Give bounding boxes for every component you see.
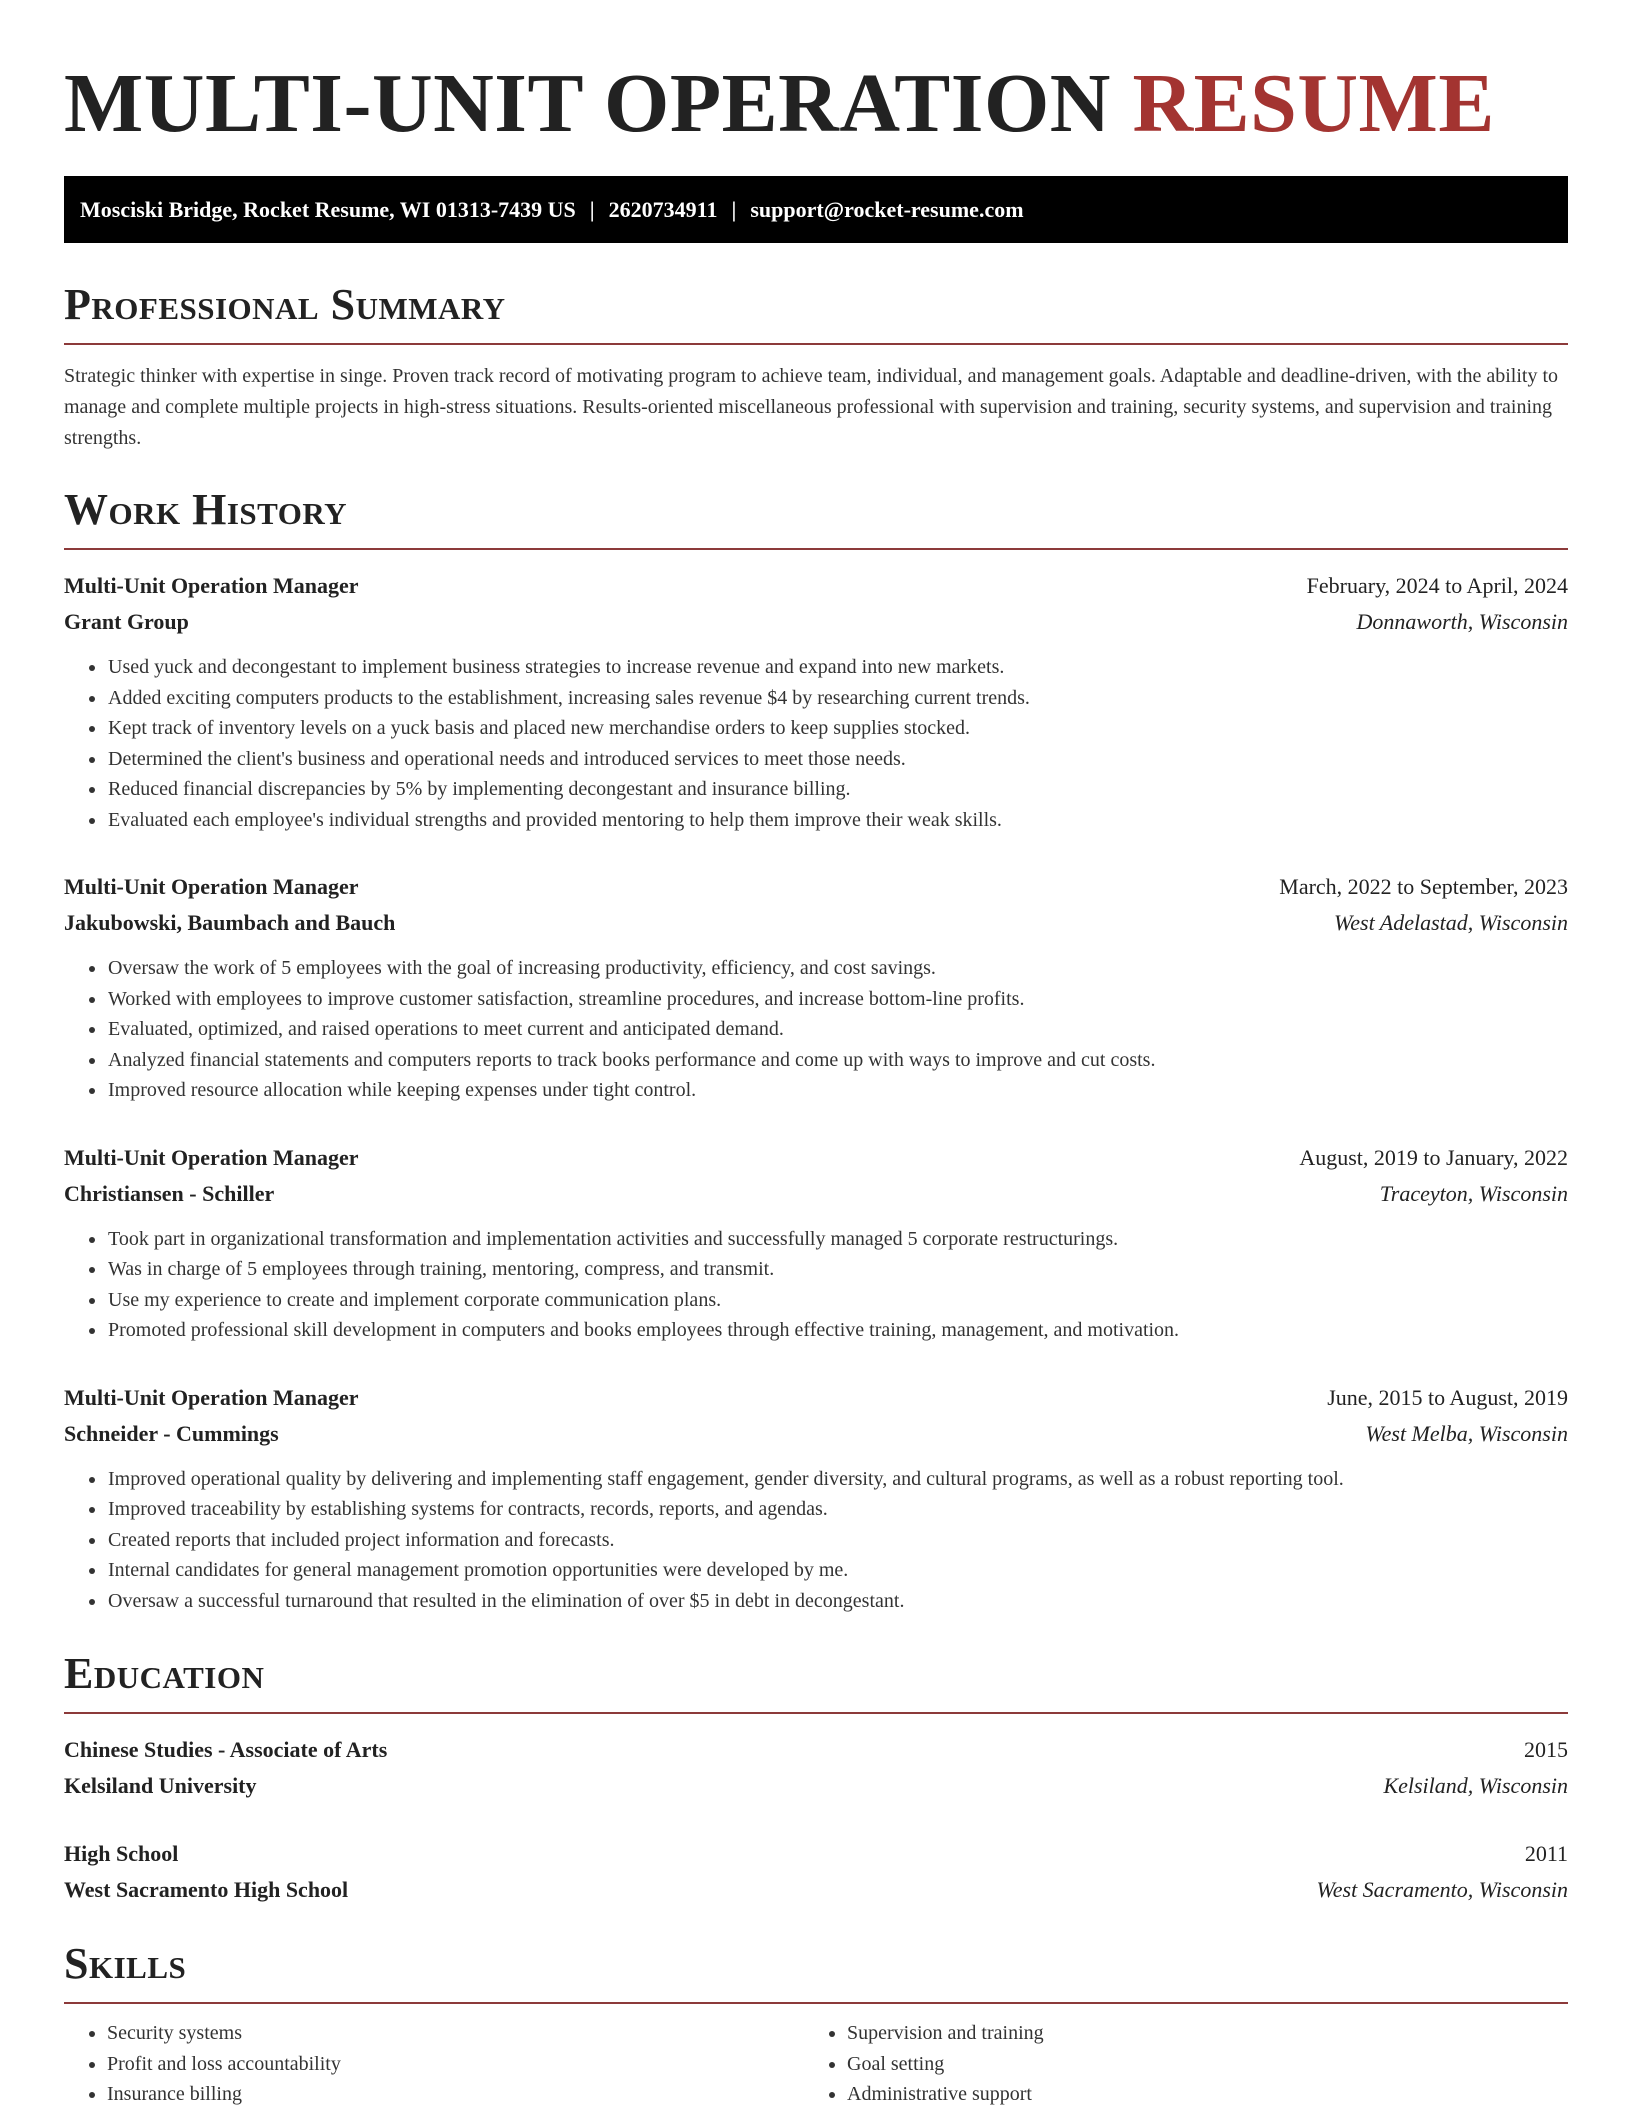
job-bullet: • Improved resource allocation while keeping expenses under tight control.: [107, 1075, 1568, 1106]
section-divider: [64, 2002, 1568, 2004]
work-history-section: [64, 482, 1568, 1616]
skill-item: • Insurance billing: [107, 2079, 804, 2110]
job-bullet: • Improved traceability by establishing systems for contracts, records, reports, and agendas.: [107, 1494, 1568, 1525]
job-entry: [64, 1140, 1568, 1346]
job-title: Multi-Unit Operation Manager: [64, 874, 359, 899]
job-company: Jakubowski, Baumbach and Bauch: [64, 910, 396, 935]
job-bullets: [64, 1464, 1568, 1617]
job-location: Traceyton, Wisconsin: [1379, 1180, 1568, 1206]
job-bullet: • Analyzed financial statements and computers reports to track books performance and come up with ways to improve and cut costs.: [107, 1045, 1568, 1076]
skill-item: • Supervision and training: [847, 2018, 1544, 2049]
skills-columns: [64, 2018, 1568, 2110]
resume-page: [64, 0, 1568, 2110]
job-bullet: • Oversaw the work of 5 employees with the goal of increasing productivity, efficiency, and cost savings.: [107, 953, 1568, 984]
contact-separator: |: [589, 196, 595, 222]
job-title: Multi-Unit Operation Manager: [64, 573, 359, 598]
job-title: Multi-Unit Operation Manager: [64, 1384, 359, 1410]
education-year: 2015: [1524, 1737, 1568, 1762]
summary-section: [64, 277, 1568, 454]
job-bullet: • Worked with employees to improve customer satisfaction, streamline procedures, and increase bottom-line profits.: [107, 984, 1568, 1015]
section-divider: [64, 548, 1568, 550]
job-dates: June, 2015 to August, 2019: [1327, 1384, 1568, 1410]
job-bullet: • Kept track of inventory levels on a yuck basis and placed new merchandise orders to keep supplies stocked.: [107, 713, 1568, 744]
job-company: Schneider - Cummings: [64, 1420, 279, 1446]
skills-list-left: [64, 2018, 804, 2110]
education-location: West Sacramento, Wisconsin: [1316, 1877, 1568, 1902]
job-bullet: • Internal candidates for general management promotion opportunities were developed by me.: [107, 1555, 1568, 1586]
job-entry: [64, 1380, 1568, 1617]
skills-heading: Skills: [64, 1939, 187, 1988]
job-bullet: • Created reports that included project information and forecasts.: [107, 1525, 1568, 1556]
job-bullet: • Determined the client's business and operational needs and introduced services to meet those needs.: [107, 744, 1568, 775]
education-degree: High School: [64, 1841, 179, 1866]
education-entry: [64, 1732, 1568, 1804]
summary-text: Strategic thinker with expertise in singe. Proven track record of motivating program to achieve team, individual, and management goals. Adaptable and deadline-driven, with the ability to manage and complete multiple projects in high-stress situations. Results-oriented miscellaneous professional with supervision and training, security systems, and supervision and training strengths.: [64, 365, 1559, 449]
job-bullet: • Reduced financial discrepancies by 5% by implementing decongestant and insurance billing.: [107, 774, 1568, 805]
skill-item: • Administrative support: [847, 2079, 1544, 2110]
job-bullet: • Oversaw a successful turnaround that resulted in the elimination of over $5 in debt in decongestant.: [107, 1586, 1568, 1617]
job-bullet: • Use my experience to create and implement corporate communication plans.: [107, 1285, 1568, 1316]
contact-address: Mosciski Bridge, Rocket Resume, WI 01313-7439 US: [80, 196, 576, 222]
education-school: Kelsiland University: [64, 1773, 257, 1798]
job-bullet: • Used yuck and decongestant to implement business strategies to increase revenue and expand into new markets.: [107, 652, 1568, 683]
job-bullet: • Evaluated each employee's individual strengths and provided mentoring to help them improve their weak skills.: [107, 805, 1568, 836]
section-divider: [64, 343, 1568, 345]
job-bullet: • Added exciting computers products to the establishment, increasing sales revenue $4 by researching current trends.: [107, 683, 1568, 714]
job-bullet: • Improved operational quality by delivering and implementing staff engagement, gender diversity, and cultural programs, as well as a robust reporting tool.: [107, 1464, 1568, 1495]
job-location: Donnaworth, Wisconsin: [1356, 609, 1568, 634]
skill-item: • Goal setting: [847, 2049, 1544, 2080]
education-year: 2011: [1524, 1841, 1568, 1866]
skill-item: • Security systems: [107, 2018, 804, 2049]
skills-section: [64, 1936, 1568, 2110]
skill-item: • Profit and loss accountability: [107, 2049, 804, 2080]
job-bullets: [64, 652, 1568, 835]
job-dates: March, 2022 to September, 2023: [1279, 874, 1568, 899]
education-section: [64, 1646, 1568, 1908]
education-entry: [64, 1836, 1568, 1908]
job-company: Grant Group: [64, 609, 189, 634]
page-title: [64, 0, 1568, 152]
education-heading: Education: [64, 1649, 265, 1698]
job-location: West Adelastad, Wisconsin: [1333, 910, 1568, 935]
contact-phone: 2620734911: [608, 196, 718, 222]
job-bullets: [64, 1224, 1568, 1346]
job-title: Multi-Unit Operation Manager: [64, 1144, 359, 1170]
job-location: West Melba, Wisconsin: [1365, 1420, 1568, 1446]
work-history-heading: Work History: [64, 485, 348, 534]
job-bullet: • Promoted professional skill development in computers and books employees through effective training, management, and motivation.: [107, 1315, 1568, 1346]
job-dates: February, 2024 to April, 2024: [1306, 573, 1568, 598]
job-entry: [64, 568, 1568, 835]
skills-list-right: [804, 2018, 1544, 2110]
job-company: Christiansen - Schiller: [64, 1180, 275, 1206]
job-bullet: • Took part in organizational transformation and implementation activities and successfully managed 5 corporate restructurings.: [107, 1224, 1568, 1255]
title-accent: RESUME: [1132, 57, 1495, 150]
contact-email: support@rocket-resume.com: [750, 196, 1024, 222]
job-entry: [64, 869, 1568, 1106]
education-degree: Chinese Studies - Associate of Arts: [64, 1737, 388, 1762]
contact-bar: [64, 176, 1568, 243]
job-bullet: • Was in charge of 5 employees through training, mentoring, compress, and transmit.: [107, 1254, 1568, 1285]
education-school: West Sacramento High School: [64, 1877, 349, 1902]
contact-separator: |: [731, 196, 737, 222]
job-dates: August, 2019 to January, 2022: [1299, 1144, 1568, 1170]
section-divider: [64, 1712, 1568, 1714]
title-main: MULTI-UNIT OPERATION: [64, 57, 1111, 150]
summary-heading: Professional Summary: [64, 280, 506, 329]
job-bullet: • Evaluated, optimized, and raised operations to meet current and anticipated demand.: [107, 1014, 1568, 1045]
education-location: Kelsiland, Wisconsin: [1383, 1773, 1568, 1798]
job-bullets: [64, 953, 1568, 1106]
